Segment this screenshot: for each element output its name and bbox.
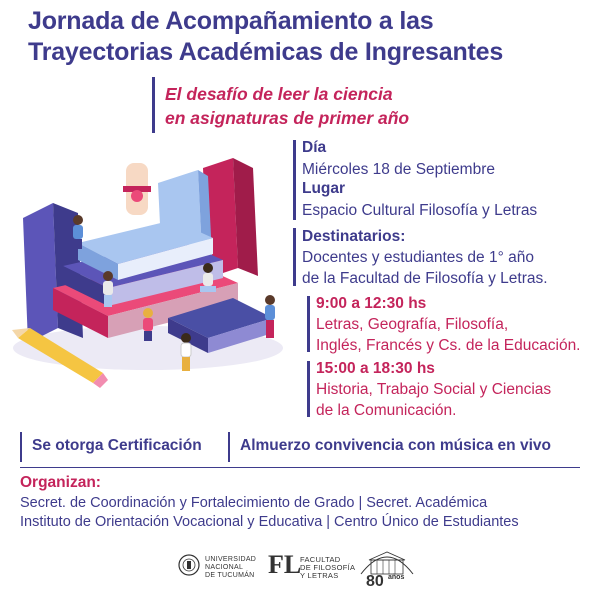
- unt-seal-logo: [178, 552, 200, 578]
- dia-label: Día: [302, 139, 327, 156]
- ffyl-logo-mark: FL: [268, 550, 302, 579]
- unt-logo-text: [205, 556, 256, 580]
- organizer-academica: Secret. Académica: [366, 495, 488, 511]
- lugar-label: Lugar: [302, 180, 346, 197]
- highlight-separator-mid: [228, 432, 230, 462]
- schedule-time-1: 9:00 a 12:30 hs: [316, 295, 427, 312]
- ffyl-logo-line-3: Y LETRAS: [300, 571, 339, 580]
- organizer-instituto: Instituto de Orientación Vocacional y Educativa: [20, 514, 323, 530]
- lugar-block: [302, 178, 537, 221]
- main-title-line-2: Trayectorias Académicas de Ingresantes: [28, 38, 504, 66]
- lugar-value: Espacio Cultural Filosofía y Letras: [302, 202, 538, 219]
- certification-text: Se otorga Certificación: [32, 437, 202, 454]
- dia-value: Miércoles 18 de Septiembre: [302, 161, 495, 178]
- ffyl-logo-line-2: DE FILOSOFÍA: [300, 563, 356, 572]
- organizer-centro: Centro Único de Estudiantes: [334, 514, 519, 530]
- ffyl-logo-line-1: FACULTAD: [300, 555, 341, 564]
- anniversary-word: años: [388, 574, 405, 581]
- organizan-line-1: [20, 495, 487, 511]
- anniversary-number: 80: [366, 573, 384, 590]
- ffyl-logo-text: [300, 556, 355, 580]
- destinatarios-block: [302, 226, 548, 289]
- schedule-block-1: [316, 293, 581, 356]
- organizer-separator: |: [326, 514, 331, 530]
- unt-logo-line-2: NACIONAL: [205, 564, 244, 571]
- subtitle-bar: [152, 77, 155, 133]
- info-bar-destinatarios: [293, 228, 296, 286]
- organizer-separator: |: [358, 495, 363, 511]
- organizan-line-2: [20, 514, 519, 530]
- schedule-bar-1: [307, 296, 310, 352]
- schedule-block-2: [316, 358, 551, 421]
- destinatarios-line-2: de la Facultad de Filosofía y Letras.: [302, 270, 548, 287]
- divider-line: [20, 467, 580, 468]
- person-2: [103, 271, 113, 307]
- lunch-text: Almuerzo convivencia con música en vivo: [240, 437, 551, 454]
- schedule-time-2: 15:00 a 18:30 hs: [316, 360, 435, 377]
- info-bar-dia-lugar: [293, 140, 296, 220]
- organizer-coordinacion: Secret. de Coordinación y Fortalecimiento de Grado: [20, 495, 355, 511]
- schedule-line-1-2: Inglés, Francés y Cs. de la Educación.: [316, 337, 581, 354]
- highlight-separator-left: [20, 432, 22, 462]
- schedule-bar-2: [307, 361, 310, 417]
- schedule-line-1-1: Letras, Geografía, Filosofía,: [316, 316, 509, 333]
- unt-logo-line-3: DE TUCUMÁN: [205, 572, 255, 579]
- person-5: [181, 333, 191, 371]
- person-1: [73, 215, 83, 249]
- main-title: [28, 6, 588, 68]
- subtitle: [165, 82, 585, 130]
- schedule-line-2-1: Historia, Trabajo Social y Ciencias: [316, 381, 552, 398]
- destinatarios-label: Destinatarios:: [302, 228, 406, 245]
- person-6: [265, 295, 275, 338]
- person-4: [143, 308, 153, 341]
- destinatarios-line-1: Docentes y estudiantes de 1° año: [302, 249, 534, 266]
- dia-block: [302, 137, 495, 180]
- books-illustration: [8, 148, 298, 388]
- subtitle-line-1: El desafío de leer la ciencia: [165, 84, 393, 104]
- subtitle-line-2: en asignaturas de primer año: [165, 108, 410, 128]
- unt-logo-line-1: UNIVERSIDAD: [205, 556, 257, 563]
- schedule-line-2-2: de la Comunicación.: [316, 402, 457, 419]
- organizan-label: Organizan:: [20, 474, 101, 491]
- main-title-line-1: Jornada de Acompañamiento a las: [28, 7, 434, 35]
